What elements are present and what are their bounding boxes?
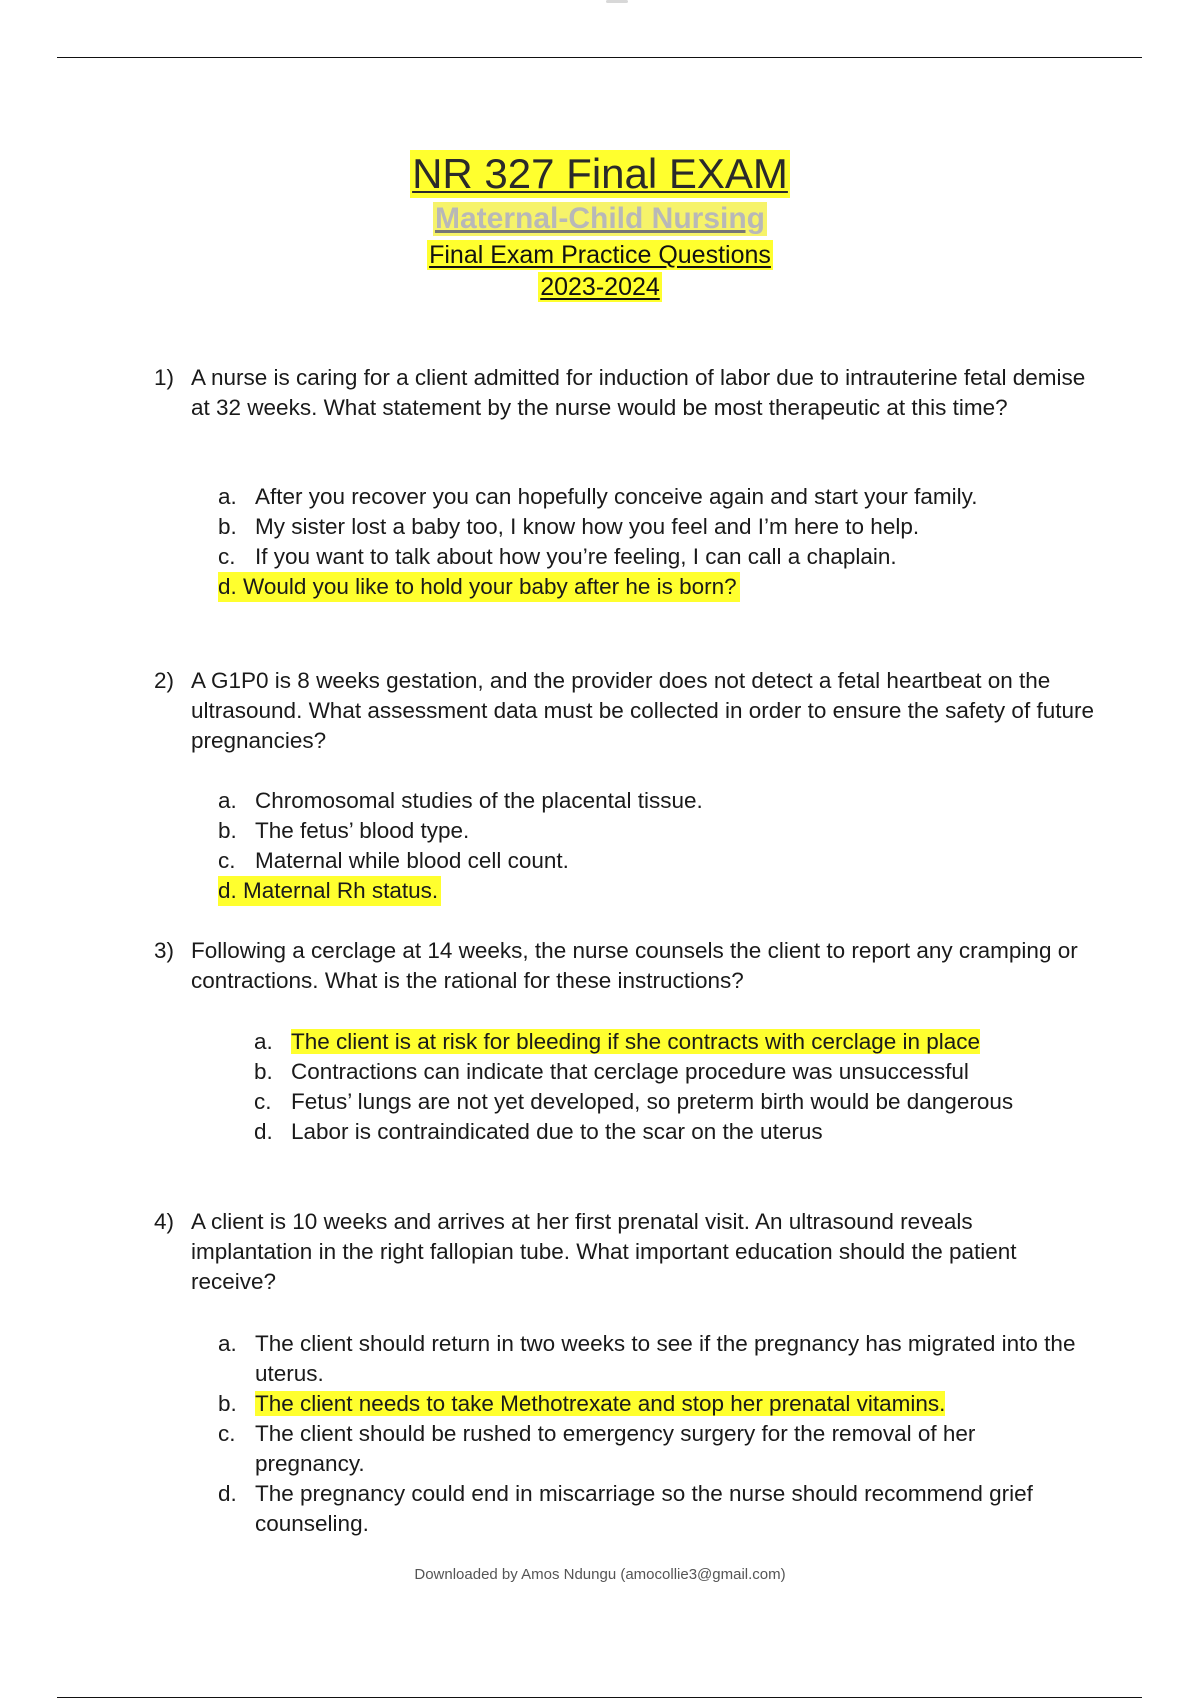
option-letter: d. (218, 574, 237, 599)
option-d (254, 1117, 1094, 1147)
option-text: Maternal Rh status. (243, 878, 439, 903)
highlighted-answer (218, 876, 441, 906)
question-text: A client is 10 weeks and arrives at her first prenatal visit. An ultrasound reveals implantation in the right fallopian tube. What important education should the patient receive? (191, 1209, 1017, 1294)
option-letter: c. (218, 544, 236, 569)
question-text: A G1P0 is 8 weeks gestation, and the provider does not detect a fetal heartbeat on the ultrasound. What assessment data must be collected in order to ensure the safety of future pregnancies? (191, 668, 1094, 753)
question-4-options (218, 1329, 1078, 1539)
top-rule (57, 57, 1142, 58)
question-3-options (254, 1027, 1094, 1147)
option-text (255, 1389, 1078, 1419)
option-text: Fetus’ lungs are not yet developed, so preterm birth would be dangerous (291, 1089, 1014, 1114)
highlighted-answer: The client is at risk for bleeding if she contracts with cerclage in place (291, 1029, 981, 1054)
option-text: The client should return in two weeks to see if the pregnancy has migrated into the uterus. (255, 1331, 1076, 1386)
option-c (254, 1087, 1094, 1117)
option-text: The client should be rushed to emergency surgery for the removal of her pregnancy. (255, 1421, 976, 1476)
option-d-correct (218, 572, 1078, 602)
option-text (291, 1027, 1094, 1057)
option-letter: b. (218, 818, 237, 843)
document-subtitle: Maternal-Child Nursing (434, 202, 765, 235)
bottom-rule (57, 1697, 1142, 1698)
option-letter: b. (218, 1391, 237, 1416)
option-d-correct (218, 876, 1078, 906)
question-number: 1) (154, 365, 175, 390)
question-number: 4) (154, 1209, 175, 1234)
question-text: Following a cerclage at 14 weeks, the nurse counsels the client to report any cramping or contractions. What is the rational for these instructions? (191, 938, 1078, 993)
option-text: The pregnancy could end in miscarriage so the nurse should recommend grief counseling. (255, 1481, 1033, 1536)
highlighted-answer (218, 572, 740, 602)
option-letter: d. (218, 878, 237, 903)
option-a (218, 786, 1078, 816)
option-letter: d. (218, 1481, 237, 1506)
option-b (254, 1057, 1094, 1087)
page-top-mark (606, 0, 628, 3)
option-letter: a. (254, 1029, 273, 1054)
option-a (218, 1329, 1078, 1389)
question-3 (154, 936, 1094, 996)
option-letter: d. (254, 1119, 273, 1144)
question-2 (154, 666, 1094, 756)
question-1 (154, 363, 1094, 423)
option-text: Maternal while blood cell count. (255, 848, 569, 873)
option-letter: c. (218, 848, 236, 873)
document-subtitle-2: Final Exam Practice Questions (429, 241, 771, 269)
option-c (218, 542, 1078, 572)
option-text: My sister lost a baby too, I know how you feel and I’m here to help. (255, 514, 920, 539)
option-text: If you want to talk about how you’re feeling, I can call a chaplain. (255, 544, 897, 569)
option-text: After you recover you can hopefully conceive again and start your family. (255, 484, 978, 509)
option-letter: c. (254, 1089, 272, 1114)
question-2-options (218, 786, 1078, 906)
download-watermark: Downloaded by Amos Ndungu (amocollie3@gmail.com) (414, 1566, 786, 1583)
option-d (218, 1479, 1078, 1539)
option-b (218, 816, 1078, 846)
option-c (218, 846, 1078, 876)
question-4 (154, 1207, 1094, 1297)
option-text: Labor is contraindicated due to the scar on the uterus (291, 1119, 823, 1144)
option-c (218, 1419, 1078, 1479)
question-number: 2) (154, 668, 175, 693)
document-title: NR 327 Final EXAM (412, 150, 788, 197)
question-1-options (218, 482, 1078, 602)
question-text: A nurse is caring for a client admitted for induction of labor due to intrauterine fetal demise at 32 weeks. What statement by the nurse would be most therapeutic at this time? (191, 365, 1086, 420)
document-year: 2023-2024 (540, 273, 660, 301)
option-letter: b. (218, 514, 237, 539)
option-text: Chromosomal studies of the placental tissue. (255, 788, 703, 813)
option-letter: a. (218, 1331, 237, 1356)
highlighted-answer: The client needs to take Methotrexate and stop her prenatal vitamins. (255, 1391, 946, 1416)
option-letter: c. (218, 1421, 236, 1446)
option-a (218, 482, 1078, 512)
option-letter: b. (254, 1059, 273, 1084)
option-b-correct (218, 1389, 1078, 1419)
option-text: Contractions can indicate that cerclage procedure was unsuccessful (291, 1059, 969, 1084)
option-text: Would you like to hold your baby after he is born? (243, 574, 737, 599)
option-a-correct (254, 1027, 1094, 1057)
question-number: 3) (154, 938, 175, 963)
option-text: The fetus’ blood type. (255, 818, 470, 843)
title-block (0, 150, 1200, 302)
option-letter: a. (218, 484, 237, 509)
option-b (218, 512, 1078, 542)
option-letter: a. (218, 788, 237, 813)
